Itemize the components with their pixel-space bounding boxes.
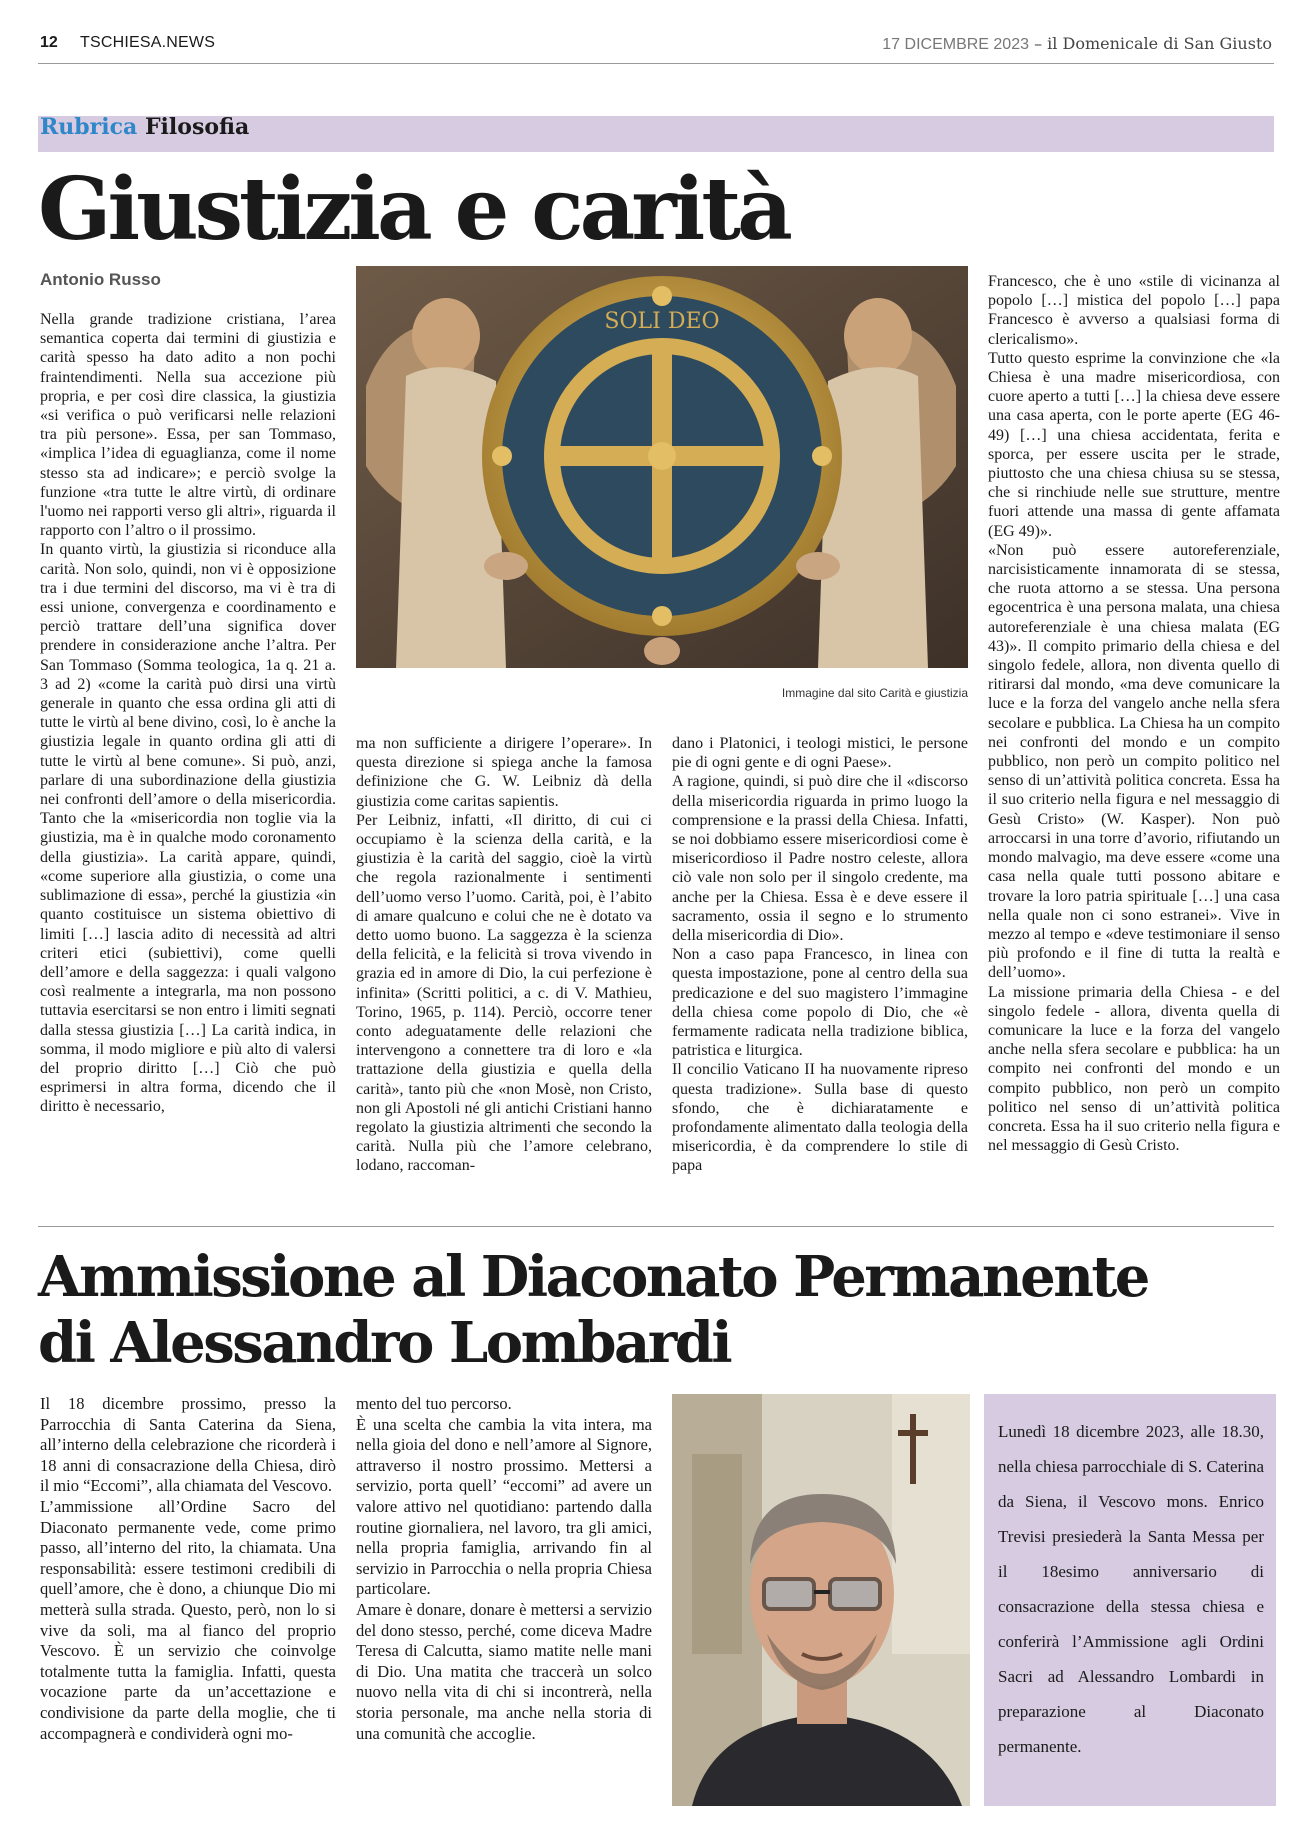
paragraph: dano i Platonici, i teologi mistici, le persone pie di ogni gente e di ogni Paese». bbox=[672, 735, 968, 772]
paragraph: In quanto virtù, la giustizia si riconduce alla carità. Non solo, quindi, non vi è opposizione tra i due termini del discorso, ma vi è tra di essi unione, convergenza e coordinamento e perciò trattare dell’una significa dover prendere in considerazione anche l’altra. Per San Tommaso (Somma teologica, 1a q. 21 a. 3 ad 2) «come la carità può dirsi una virtù generale in quanto che essa ordina gli atti di tutte le virtù al bene divino, così, lo è anche la giustizia legale in quanto ordina gli atti di tutte le virtù al bene comune». Si può, anzi, parlare di una subordinazione della giustizia nei confronti dell’amore o della misericordia. Tanto che la «misericordia non toglie via la giustizia, ma è in qualche modo coronamento della giustizia». La carità appare, quindi, «come superiore alla giustizia, o come una sublimazione di essa», perché la giustizia «in quanto costituisce un sistema obiettivo di limiti […] lascia adito di necessità ad altri criteri etici (subiettivi), come quelli dell’amore e della saggezza: i quali valgono così realmente a integrarla, ma non possono tuttavia esercitarsi se non entro i limiti segnati dalla stessa giustizia […] La carità indica, in somma, il modo migliore e più alto di valersi del proprio diritto […] Ciò che può esprimersi in altra forma, dicendo che il diritto è necessario, bbox=[40, 541, 336, 1116]
article2-column-1 bbox=[40, 1394, 336, 1744]
angels-medallion-image bbox=[356, 266, 968, 668]
article2-title-line1: Ammissione al Diaconato Permanente bbox=[38, 1244, 1148, 1310]
portrait-illustration bbox=[672, 1394, 970, 1806]
issue-separator: – bbox=[1029, 34, 1048, 53]
paragraph: Il concilio Vaticano II ha nuovamente ripreso questa tradizione». Sulla base di questo sfondo, che è dichiaratamente e profondamente alimentato dalla teologia della misericordia, è da comprendere lo stile di papa bbox=[672, 1061, 968, 1175]
issue-info bbox=[882, 34, 1272, 54]
article-column-3 bbox=[672, 734, 968, 1176]
medallion-lettering: SOLI DEO bbox=[604, 309, 720, 334]
image-caption: Immagine dal sito Carità e giustizia bbox=[781, 686, 968, 700]
paragraph: ma non sufficiente a dirigere l’operare». In questa direzione si spiega anche la famosa definizione che G. W. Leibniz dà della giustizia come caritas sapientis. bbox=[356, 735, 652, 810]
paragraph: «Non può essere autoreferenziale, narcisisticamente innamorata di se stessa, che ruota attorno a se stessa. Una persona egocentrica è una persona malata, una chiesa autoreferenziale è una chiesa malata (EG 43)». Il compito primario della chiesa e del singolo fedele, allora, non diventa quello di ritirarsi dal mondo, «ma deve comunicare la luce e la forza del vangelo anche nella sfera secolare e pubblica. La Chiesa ha un compito nei confronti del mondo e un compito pubblico, non però un compito politico nel senso di un’attività politica concreta. Essa ha il suo criterio nella figura e nel messaggio di Gesù Cristo» (W. Kasper). Non può arroccarsi in una torre d’avorio, rifiutando un mondo malvagio, ma deve essere «come una casa nella quale tutti possono abitare e trovare la loro patria spirituale […] una casa nella quale non ci sono estranei». Vive in mezzo al tempo e «deve testimoniare il senso più profondo e il fine di tutta la realtà e dell’uomo». bbox=[988, 541, 1280, 982]
section-name: Filosofia bbox=[144, 114, 250, 140]
article2-title bbox=[38, 1244, 1148, 1376]
paragraph: Nella grande tradizione cristiana, l’area semantica coperta dai termini di giustizia e carità spesso ha dato adito a non pochi fraintendimenti. Nella sua accezione più propria, e per così dire classica, la giustizia «si verifica o può verificarsi nelle relazioni tra più persone». Essa, per san Tommaso, «implica l’idea di eguaglianza, come il nome stesso sta ad indicare»; e perciò svolge la funzione «tra tutte le altre virtù, di ordinare l'uomo nei rapporti verso gli altri», riguarda il rapporto con l’altro o il prossimo. bbox=[40, 311, 336, 540]
article-column-2 bbox=[356, 734, 652, 1176]
paragraph: Il 18 dicembre prossimo, presso la Parrocchia di Santa Caterina da Siena, all’interno della celebrazione che ricorderà i 18 anni di consacrazione della Chiesa, dirò il mio “Eccomi”, alla chiamata del Vescovo. bbox=[40, 1394, 336, 1496]
article2-title-line2: di Alessandro Lombardi bbox=[38, 1310, 731, 1376]
section-label bbox=[40, 114, 249, 140]
paragraph: La missione primaria della Chiesa - e del singolo fedele - allora, diventa quella di comunicare la luce e la forza del vangelo anche nella sfera secolare e pubblica: ha un compito nei confronti del mondo e un compito pubblico, non però un compito politico nel senso di un’attività politica concreta. Essa ha il suo criterio nella figura e nel messaggio di Gesù Cristo. bbox=[988, 983, 1280, 1155]
paragraph: Francesco, che è uno «stile di vicinanza al popolo […] mistica del popolo […] papa Francesco è avverso a qualsiasi forma di clericalismo». bbox=[988, 273, 1280, 348]
site-name[interactable]: TSCHIESA.NEWS bbox=[80, 34, 216, 51]
header-rule bbox=[38, 63, 1274, 64]
portrait-photo bbox=[672, 1394, 970, 1806]
paragraph: È una scelta che cambia la vita intera, ma nella gioia del dono e nell’amore al Signore, attraverso il nostro prossimo. Mettersi a servizio, porta quell’ “eccomi” ad avere un valore attivo nel quotidiano: partendo dalla routine giornaliera, nel lavoro, tra gli amici, nella propria famiglia, arrivando fin al servizio in Parrocchia o nella propria Chiesa particolare. bbox=[356, 1414, 652, 1599]
paragraph: Per Leibniz, infatti, «Il diritto, di cui ci occupiamo è la scienza della carità, e la giustizia è la carità del saggio, cioè la virtù che regola razionalmente i sentimenti dell’uomo verso l’uomo. Carità, poi, è l’abito di amare qualcuno e colui che ne è dotato va detto uomo buono. La saggezza è la scienza della felicità, e la felicità si trova vivendo in grazia ed in amore di Dio, la cui perfezione è infinita» (Scritti politici, a c. di V. Mathieu, Torino, 1965, p. 114). Perciò, occorre tener conto adeguatamente delle relazioni che intervengono a connettere tra di loro e «la trattazione della giustizia e quella della carità», tanto più che «non Mosè, non Cristo, non gli Apostoli né gli antichi Cristiani hanno regolato la giustizia altrimenti che secondo la carità. Nulla più che l’amore celebrano, lodano, raccoman- bbox=[356, 811, 652, 1175]
paragraph: Non a caso papa Francesco, in linea con questa impostazione, pone al centro della sua predicazione e del suo magistero l’immagine della chiesa come popolo di Dio, che «è fermamente radicata nella tradizione biblica, patristica e liturgica. bbox=[672, 946, 968, 1060]
announcement-text: Lunedì 18 dicembre 2023, alle 18.30, nella chiesa parrocchiale di S. Caterina da Siena, il Vescovo mons. Enrico Trevisi presiederà la Santa Messa per il 18esimo anniversario di consacrazione della stessa chiesa e conferirà l’Ammissione agli Ordini Sacri ad Alessandro Lombardi in preparazione al Diaconato permanente. bbox=[998, 1422, 1264, 1756]
article-column-4 bbox=[988, 272, 1280, 1155]
issue-date: 17 DICEMBRE 2023 bbox=[882, 36, 1029, 53]
paragraph: mento del tuo percorso. bbox=[356, 1394, 512, 1413]
publication-name: il Domenicale di San Giusto bbox=[1047, 34, 1272, 53]
rubrica-word: Rubrica bbox=[40, 114, 138, 140]
paragraph: Amare è donare, donare è mettersi a servizio del dono stesso, perché, come diceva Madre Teresa di Calcutta, siamo matite nelle mani di Dio. Una matita che traccerà un solco nuovo nella vita di chi si incontrerà, nella storia personale, ma anche nella storia di una comunità che accoglie. bbox=[356, 1599, 652, 1743]
page-number: 12 bbox=[40, 34, 58, 51]
paragraph: L’ammissione all’Ordine Sacro del Diaconato permanente vede, come primo passo, all’interno del rito, la chiamata. Una responsabilità: essere testimoni credibili di quell’amore, che è dono, a chiunque Dio mi metterà sulla strada. Questo, però, non lo si vive da soli, ma al fianco del proprio Vescovo. È un servizio che coinvolge totalmente tutta la famiglia. Infatti, questa vocazione parte da un’accettazione e condivisione da parte della moglie, che ti accompagnerà e condividerà ogni mo- bbox=[40, 1496, 336, 1743]
paragraph: Tutto questo esprime la convinzione che «la Chiesa è una madre misericordiosa, con cuore aperto a tutti […] la chiesa deve essere una casa aperta, con le porte aperte (EG 46-49) […] una chiesa accidentata, ferita e sporca, per essere uscita per le strade, piuttosto che una chiesa chiusa su se stessa, che si rinchiude nelle sue strutture, mentre fuori attende una massa di gente affamata (EG 49)». bbox=[988, 349, 1280, 540]
article-title: Giustizia e carità bbox=[38, 159, 789, 260]
article-column-1 bbox=[40, 310, 336, 1117]
angels-medallion-illustration bbox=[356, 266, 968, 668]
paragraph: A ragione, quindi, si può dire che il «discorso della misericordia riguarda in primo luogo la comprensione e la prassi della Chiesa. Infatti, se noi dobbiamo essere misericordiosi come è misericordioso il Padre nostro celeste, allora ciò vale non solo per il singolo credente, ma anche per la Chiesa. Essa è e deve essere il sacramento, ossia il segno e lo strumento della misericordia di Dio». bbox=[672, 773, 968, 945]
section-divider bbox=[38, 1226, 1274, 1227]
article-author: Antonio Russo bbox=[40, 270, 161, 289]
article2-column-2 bbox=[356, 1394, 652, 1744]
